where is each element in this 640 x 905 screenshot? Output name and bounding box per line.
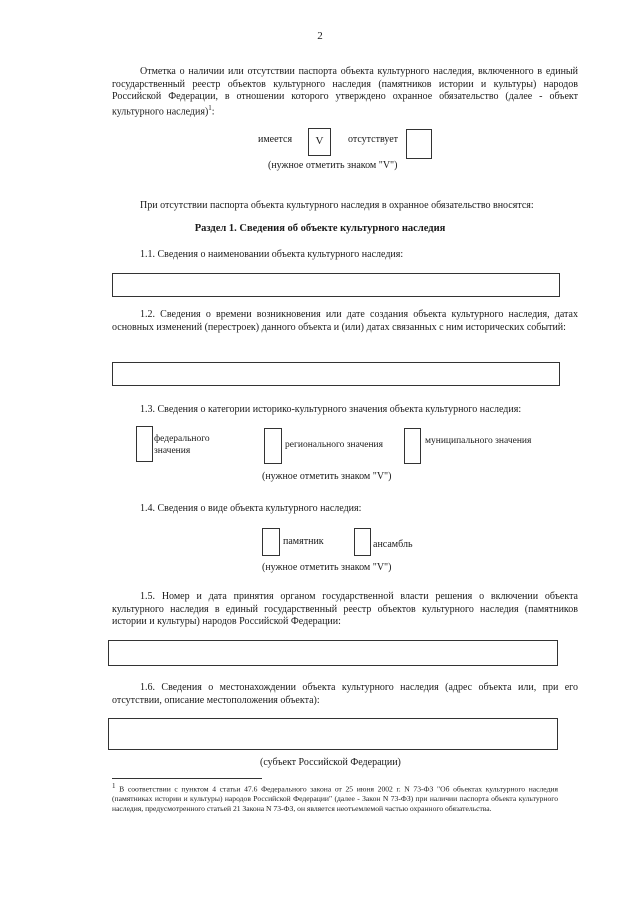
item-1-5-label: 1.5. Номер и дата принятия органом государственной власти решения о включении объекта культурного наследия в единый государственный реестр объектов культурного наследия (памятников истории и культуры) народов Российской Федерации: bbox=[112, 591, 578, 627]
intro-footnote-ref: 1 bbox=[208, 103, 212, 112]
category-regional-label: регионального значения bbox=[285, 440, 383, 450]
passport-absent-checkbox[interactable] bbox=[406, 129, 432, 159]
item-1-6-label: 1.6. Сведения о местонахождении объекта культурного наследия (адрес объекта или, при его отсутствии, описание местоположения объекта): bbox=[112, 682, 578, 706]
location-field[interactable] bbox=[108, 718, 558, 750]
object-dates-field[interactable] bbox=[112, 362, 560, 386]
passport-present-label: имеется bbox=[258, 134, 293, 145]
passport-hint: (нужное отметить знаком "V") bbox=[268, 160, 398, 171]
item-1-2-label: 1.2. Сведения о времени возникновения или дате создания объекта культурного наследия, датах основных изменений (перестроек) данного объекта и (или) датах связанных с ним исторических событий: bbox=[112, 309, 578, 333]
category-federal-line1: федерального bbox=[154, 434, 210, 444]
item-1-4-label: 1.4. Сведения о виде объекта культурного наследия: bbox=[140, 503, 362, 514]
item-1-3-label: 1.3. Сведения о категории историко-культурного значения объекта культурного наследия: bbox=[140, 404, 522, 415]
kind-monument-checkbox[interactable] bbox=[262, 528, 280, 556]
section-1-title: Раздел 1. Сведения об объекте культурного наследия bbox=[194, 223, 446, 234]
registry-decision-field[interactable] bbox=[108, 640, 558, 666]
absence-note: При отсутствии паспорта объекта культурного наследия в охранное обязательство вносятся: bbox=[140, 200, 534, 211]
intro-paragraph bbox=[112, 66, 578, 118]
footnote-text: В соответствии с пунктом 4 статьи 47.6 Федерального закона от 25 июня 2002 г. N 73-ФЗ "Об объектах культурного наследия (памятниках истории и культуры) народов Российской Федерации" (далее - Закон N 73-ФЗ) при наличии паспорта объекта культурного наследия, предусмотренного статьей 21 Закона N 73-ФЗ, он является неотъемлемой частью охранного обязательства. bbox=[112, 784, 558, 814]
intro-text: Отметка о наличии или отсутствии паспорта объекта культурного наследия, включенного в единый государственный реестр объектов культурного наследия (памятников истории и культуры) народов Российской Федерации, в отношении которого утверждено охранное обязательство (далее - объект культурного наследия) bbox=[112, 66, 578, 117]
footnote-divider bbox=[112, 778, 262, 779]
footnote bbox=[112, 782, 558, 814]
item-1-1-label: 1.1. Сведения о наименовании объекта культурного наследия: bbox=[140, 249, 404, 260]
page-number: 2 bbox=[317, 30, 323, 42]
category-municipal-label: муниципального значения bbox=[425, 436, 532, 446]
category-hint: (нужное отметить знаком "V") bbox=[262, 471, 392, 482]
passport-present-checkbox[interactable] bbox=[308, 128, 331, 156]
category-federal-line2: значения bbox=[154, 445, 191, 456]
category-federal-checkbox[interactable] bbox=[136, 426, 153, 462]
category-regional-checkbox[interactable] bbox=[264, 428, 282, 464]
subject-caption: (субъект Российской Федерации) bbox=[260, 757, 401, 768]
passport-present-mark: V bbox=[315, 135, 324, 147]
kind-ensemble-label: ансамбль bbox=[373, 539, 413, 550]
category-municipal-checkbox[interactable] bbox=[404, 428, 421, 464]
passport-absent-label: отсутствует bbox=[348, 134, 399, 145]
category-federal-label bbox=[154, 434, 210, 458]
kind-monument-label: памятник bbox=[283, 536, 324, 547]
intro-end: : bbox=[211, 105, 215, 117]
object-name-field[interactable] bbox=[112, 273, 560, 297]
kind-ensemble-checkbox[interactable] bbox=[354, 528, 371, 556]
kind-hint: (нужное отметить знаком "V") bbox=[262, 562, 392, 573]
footnote-ref: 1 bbox=[112, 782, 116, 790]
